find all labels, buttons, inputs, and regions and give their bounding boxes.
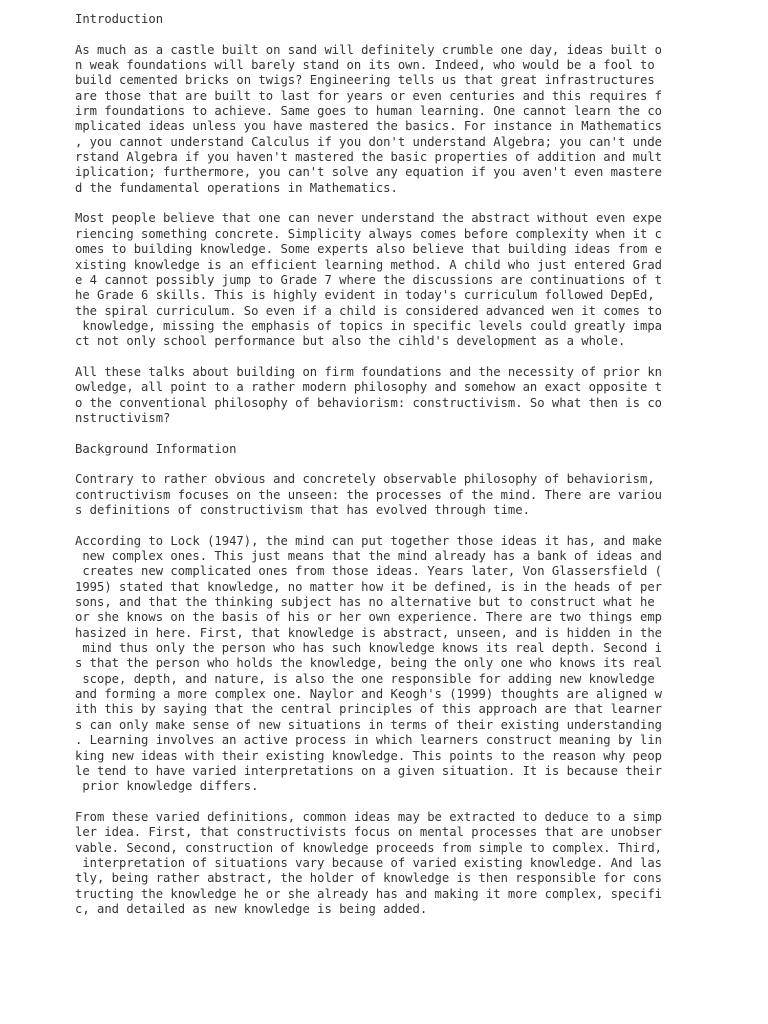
- text-line: riencing something concrete. Simplicity always comes before complexity when it c: [75, 226, 662, 241]
- text-line: tructing the knowledge he or she already has and making it more complex, specifi: [75, 886, 662, 901]
- text-line: All these talks about building on firm foundations and the necessity of prior kn: [75, 364, 662, 379]
- text-line: 1995) stated that knowledge, no matter how it be defined, is in the heads of per: [75, 579, 662, 594]
- text-line: sons, and that the thinking subject has no alternative but to construct what he: [75, 595, 655, 610]
- text-line: ct not only school performance but also the cihld's development as a whole.: [75, 334, 626, 349]
- paragraph-gap: [75, 457, 695, 472]
- paragraph-gap: [75, 518, 695, 533]
- text-line: rstand Algebra if you haven't mastered the basic properties of addition and mult: [75, 150, 662, 165]
- text-line: s that the person who holds the knowledge, being the only one who knows its real: [75, 656, 662, 671]
- paragraph: [75, 365, 695, 426]
- text-line: Contrary to rather obvious and concretely observable philosophy of behaviorism,: [75, 472, 655, 487]
- section-heading: Introduction: [75, 12, 164, 26]
- text-line: omes to building knowledge. Some experts also believe that building ideas from e: [75, 242, 662, 257]
- paragraph: [75, 534, 695, 795]
- text-line: and forming a more complex one. Naylor and Keogh's (1999) thoughts are aligned w: [75, 687, 662, 702]
- section-heading: Background Information: [75, 441, 237, 456]
- text-line: knowledge, missing the emphasis of topics in specific levels could greatly impa: [75, 318, 662, 333]
- text-line: vable. Second, construction of knowledge proceeds from simple to complex. Third,: [75, 840, 662, 855]
- paragraph-gap: [75, 27, 695, 42]
- text-line: interpretation of situations vary because of varied existing knowledge. And las: [75, 855, 662, 870]
- text-line: mplicated ideas unless you have mastered the basics. For instance in Mathematics: [75, 119, 662, 134]
- text-line: le tend to have varied interpretations on a given situation. It is because their: [75, 763, 662, 778]
- paragraph: [75, 472, 695, 518]
- text-line: creates new complicated ones from those ideas. Years later, Von Glassersfield (: [75, 564, 662, 579]
- text-line: mind thus only the person who has such knowledge knows its real depth. Second i: [75, 641, 662, 656]
- text-line: tly, being rather abstract, the holder of knowledge is then responsible for cons: [75, 871, 662, 886]
- text-line: n weak foundations will barely stand on its own. Indeed, who would be a fool to: [75, 58, 655, 73]
- text-line: contructivism focuses on the unseen: the processes of the mind. There are variou: [75, 487, 662, 502]
- paragraph: [75, 211, 695, 349]
- text-line: From these varied definitions, common ideas may be extracted to deduce to a simp: [75, 809, 662, 824]
- text-line: king new ideas with their existing knowledge. This points to the reason why peop: [75, 748, 662, 763]
- text-line: As much as a castle built on sand will definitely crumble one day, ideas built o: [75, 42, 662, 57]
- text-line: . Learning involves an active process in which learners construct meaning by lin: [75, 733, 662, 748]
- paragraph-gap: [75, 795, 695, 810]
- text-line: he Grade 6 skills. This is highly evident in today's curriculum followed DepEd,: [75, 288, 655, 303]
- text-line: e 4 cannot possibly jump to Grade 7 where the discussions are continuations of t: [75, 272, 662, 287]
- text-line: , you cannot understand Calculus if you don't understand Algebra; you can't unde: [75, 134, 662, 149]
- document-page: [75, 12, 695, 917]
- paragraph-gap: [75, 426, 695, 441]
- text-line: xisting knowledge is an efficient learning method. A child who just entered Grad: [75, 257, 662, 272]
- text-line: build cemented bricks on twigs? Engineering tells us that great infrastructures: [75, 73, 655, 88]
- paragraph-gap: [75, 196, 695, 211]
- paragraph: [75, 810, 695, 917]
- text-line: prior knowledge differs.: [75, 779, 259, 794]
- text-line: the spiral curriculum. So even if a child is considered advanced wen it comes to: [75, 303, 662, 318]
- text-line: irm foundations to achieve. Same goes to human learning. One cannot learn the co: [75, 104, 662, 119]
- text-line: ith this by saying that the central principles of this approach are that learner: [75, 702, 662, 717]
- text-line: are those that are built to last for years or even centuries and this requires f: [75, 88, 662, 103]
- text-line: s definitions of constructivism that has evolved through time.: [75, 503, 530, 517]
- paragraph: [75, 43, 695, 196]
- text-line: or she knows on the basis of his or her own experience. There are two things emp: [75, 610, 662, 625]
- text-line: According to Lock (1947), the mind can put together those ideas it has, and make: [75, 533, 662, 548]
- text-line: c, and detailed as new knowledge is being added.: [75, 901, 428, 916]
- text-line: Most people believe that one can never understand the abstract without even expe: [75, 211, 662, 226]
- paragraph-gap: [75, 350, 695, 365]
- text-line: nstructivism?: [75, 410, 171, 425]
- text-line: d the fundamental operations in Mathematics.: [75, 180, 398, 195]
- text-line: new complex ones. This just means that the mind already has a bank of ideas and: [75, 549, 662, 564]
- text-line: scope, depth, and nature, is also the one responsible for adding new knowledge: [75, 671, 655, 686]
- text-line: iplication; furthermore, you can't solve any equation if you aven't even mastere: [75, 165, 662, 180]
- text-line: s can only make sense of new situations in terms of their existing understanding: [75, 717, 662, 732]
- text-line: owledge, all point to a rather modern philosophy and somehow an exact opposite t: [75, 380, 662, 395]
- text-line: hasized in here. First, that knowledge is abstract, unseen, and is hidden in the: [75, 625, 662, 640]
- text-line: o the conventional philosophy of behaviorism: constructivism. So what then is co: [75, 395, 662, 410]
- text-line: ler idea. First, that constructivists focus on mental processes that are unobser: [75, 825, 662, 840]
